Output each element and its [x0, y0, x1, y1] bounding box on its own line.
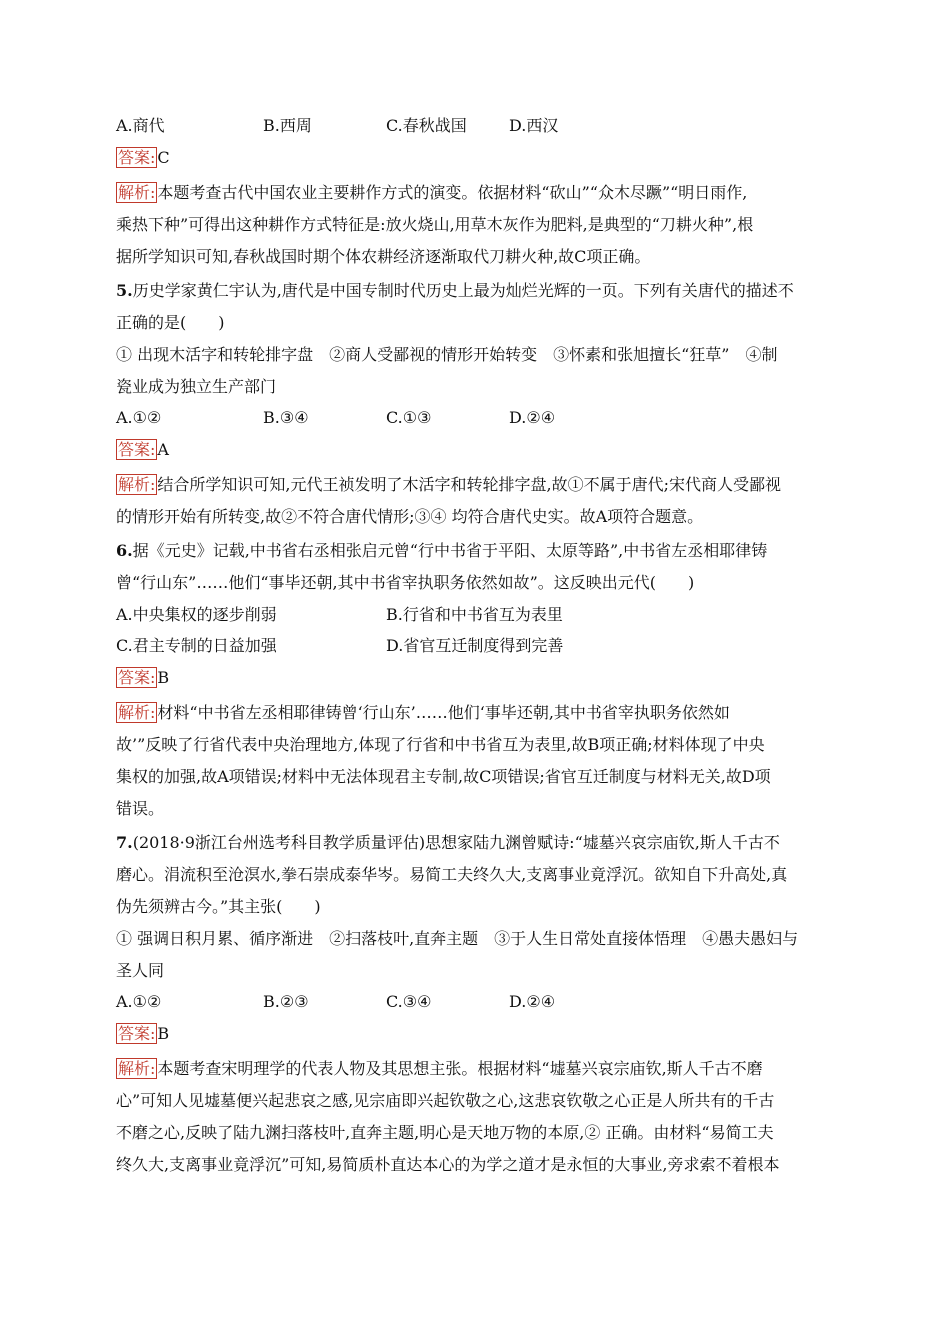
q4-option-d: D.西汉	[509, 116, 559, 135]
analysis-label: 解析:	[118, 475, 156, 494]
answer-label: 答案:	[118, 668, 156, 687]
q5-answer	[116, 440, 836, 460]
q7-analysis-line-1: 解析: 本题考查宋明理学的代表人物及其思想主张。根据材料“墟墓兴哀宗庙钦,斯人千古不磨	[118, 1059, 763, 1078]
answer-label: 答案:	[118, 440, 156, 459]
q4-option-a: A.商代	[116, 116, 165, 135]
answer-value: A	[157, 440, 169, 459]
q5-items-line-2: 瓷业成为独立生产部门	[116, 377, 277, 396]
q7-analysis-line-4: 终久大,支离事业竟浮沉”可知,易简质朴直达本心的为学之道才是永恒的大事业,旁求索不着根本	[116, 1155, 780, 1174]
q6-option-b: B.行省和中书省互为表里	[386, 605, 563, 624]
q7-option-c: C.③④	[386, 992, 432, 1011]
q7-option-d: D.②④	[509, 992, 556, 1011]
q5-option-b: B.③④	[263, 408, 309, 427]
q7-stem-line-2: 磨心。涓流积至沧溟水,拳石崇成泰华岑。易简工夫终久大,支离事业竟浮沉。欲知自下升高处,真	[116, 865, 788, 884]
q7-option-b: B.②③	[263, 992, 309, 1011]
q5-analysis-line-1: 解析: 结合所学知识可知,元代王祯发明了木活字和转轮排字盘,故①不属于唐代;宋代商人受鄙视	[118, 475, 781, 494]
answer-label: 答案:	[118, 148, 156, 167]
q4-analysis-line-2: 乘热下种”可得出这种耕作方式特征是:放火烧山,用草木灰作为肥料,是典型的“刀耕火种”,根	[116, 215, 754, 234]
q7-stem-line-1: 7.(2018·9浙江台州选考科目教学质量评估)思想家陆九渊曾赋诗:“墟墓兴哀宗庙钦,斯人千古不	[116, 833, 780, 852]
answer-value: B	[157, 668, 170, 687]
analysis-label: 解析:	[118, 703, 156, 722]
q5-stem-line-1: 5.历史学家黄仁宇认为,唐代是中国专制时代历史上最为灿烂光辉的一页。下列有关唐代的描述不	[116, 281, 794, 300]
q7-option-a: A.①②	[116, 992, 162, 1011]
q6-stem-line-2: 曾“行山东”……他们“事毕还朝,其中书省宰执职务依然如故”。这反映出元代( )	[116, 573, 695, 592]
q5-analysis-line-2: 的情形开始有所转变,故②不符合唐代情形;③④ 均符合唐代史实。故A项符合题意。	[116, 507, 704, 526]
q6-analysis-line-3: 集权的加强,故A项错误;材料中无法体现君主专制,故C项错误;省官互迁制度与材料无关,故D项	[116, 767, 771, 786]
q7-items-line-1: ① 强调日积月累、循序渐进 ②扫落枝叶,直奔主题 ③于人生日常处直接体悟理 ④愚夫愚妇与	[116, 929, 799, 948]
q7-stem-line-3: 伪先须辨古今。”其主张( )	[116, 897, 321, 916]
q6-analysis-line-4: 错误。	[116, 799, 165, 818]
q6-option-d: D.省官互迁制度得到完善	[386, 636, 564, 655]
analysis-label: 解析:	[118, 1059, 156, 1078]
q6-option-a: A.中央集权的逐步削弱	[116, 605, 277, 624]
analysis-label: 解析:	[118, 183, 156, 202]
q7-analysis-line-2: 心”可知人见墟墓便兴起悲哀之感,见宗庙即兴起钦敬之心,这悲哀钦敬之心正是人所共有的千古	[116, 1091, 775, 1110]
q5-option-c: C.①③	[386, 408, 432, 427]
q5-option-a: A.①②	[116, 408, 162, 427]
q6-option-c: C.君主专制的日益加强	[116, 636, 277, 655]
q6-answer	[116, 668, 836, 688]
q7-items-line-2: 圣人同	[116, 961, 165, 980]
q6-analysis-line-1: 解析: 材料“中书省左丞相耶律铸曾‘行山东’……他们‘事毕还朝,其中书省宰执职务依然如	[118, 703, 730, 722]
q6-analysis-line-2: 故’”反映了行省代表中央治理地方,体现了行省和中书省互为表里,故B项正确;材料体现了中央	[116, 735, 765, 754]
q7-analysis-line-3: 不磨之心,反映了陆九渊扫落枝叶,直奔主题,明心是天地万物的本原,② 正确。由材料“易简工夫	[116, 1123, 774, 1142]
question-number: 5.	[116, 281, 133, 300]
q5-option-d: D.②④	[509, 408, 556, 427]
q5-items-line-1: ① 出现木活字和转轮排字盘 ②商人受鄙视的情形开始转变 ③怀素和张旭擅长“狂草” ④制	[116, 345, 778, 364]
q4-option-b: B.西周	[263, 116, 312, 135]
q4-answer	[116, 148, 836, 168]
q7-answer	[116, 1024, 836, 1044]
q5-stem-line-2: 正确的是( )	[116, 313, 225, 332]
q4-analysis-line-1: 解析: 本题考查古代中国农业主要耕作方式的演变。依据材料“砍山”“众木尽蹶”“明日雨作,	[118, 183, 748, 202]
q4-analysis-line-3: 据所学知识可知,春秋战国时期个体农耕经济逐渐取代刀耕火种,故C项正确。	[116, 247, 651, 266]
question-number: 7.	[116, 833, 133, 852]
q6-stem-line-1: 6.据《元史》记载,中书省右丞相张启元曾“行中书省于平阳、太原等路”,中书省左丞相耶律铸	[116, 541, 768, 560]
answer-value: B	[157, 1024, 170, 1043]
answer-value: C	[157, 148, 170, 167]
q4-option-c: C.春秋战国	[386, 116, 467, 135]
question-number: 6.	[116, 541, 133, 560]
answer-label: 答案:	[118, 1024, 156, 1043]
